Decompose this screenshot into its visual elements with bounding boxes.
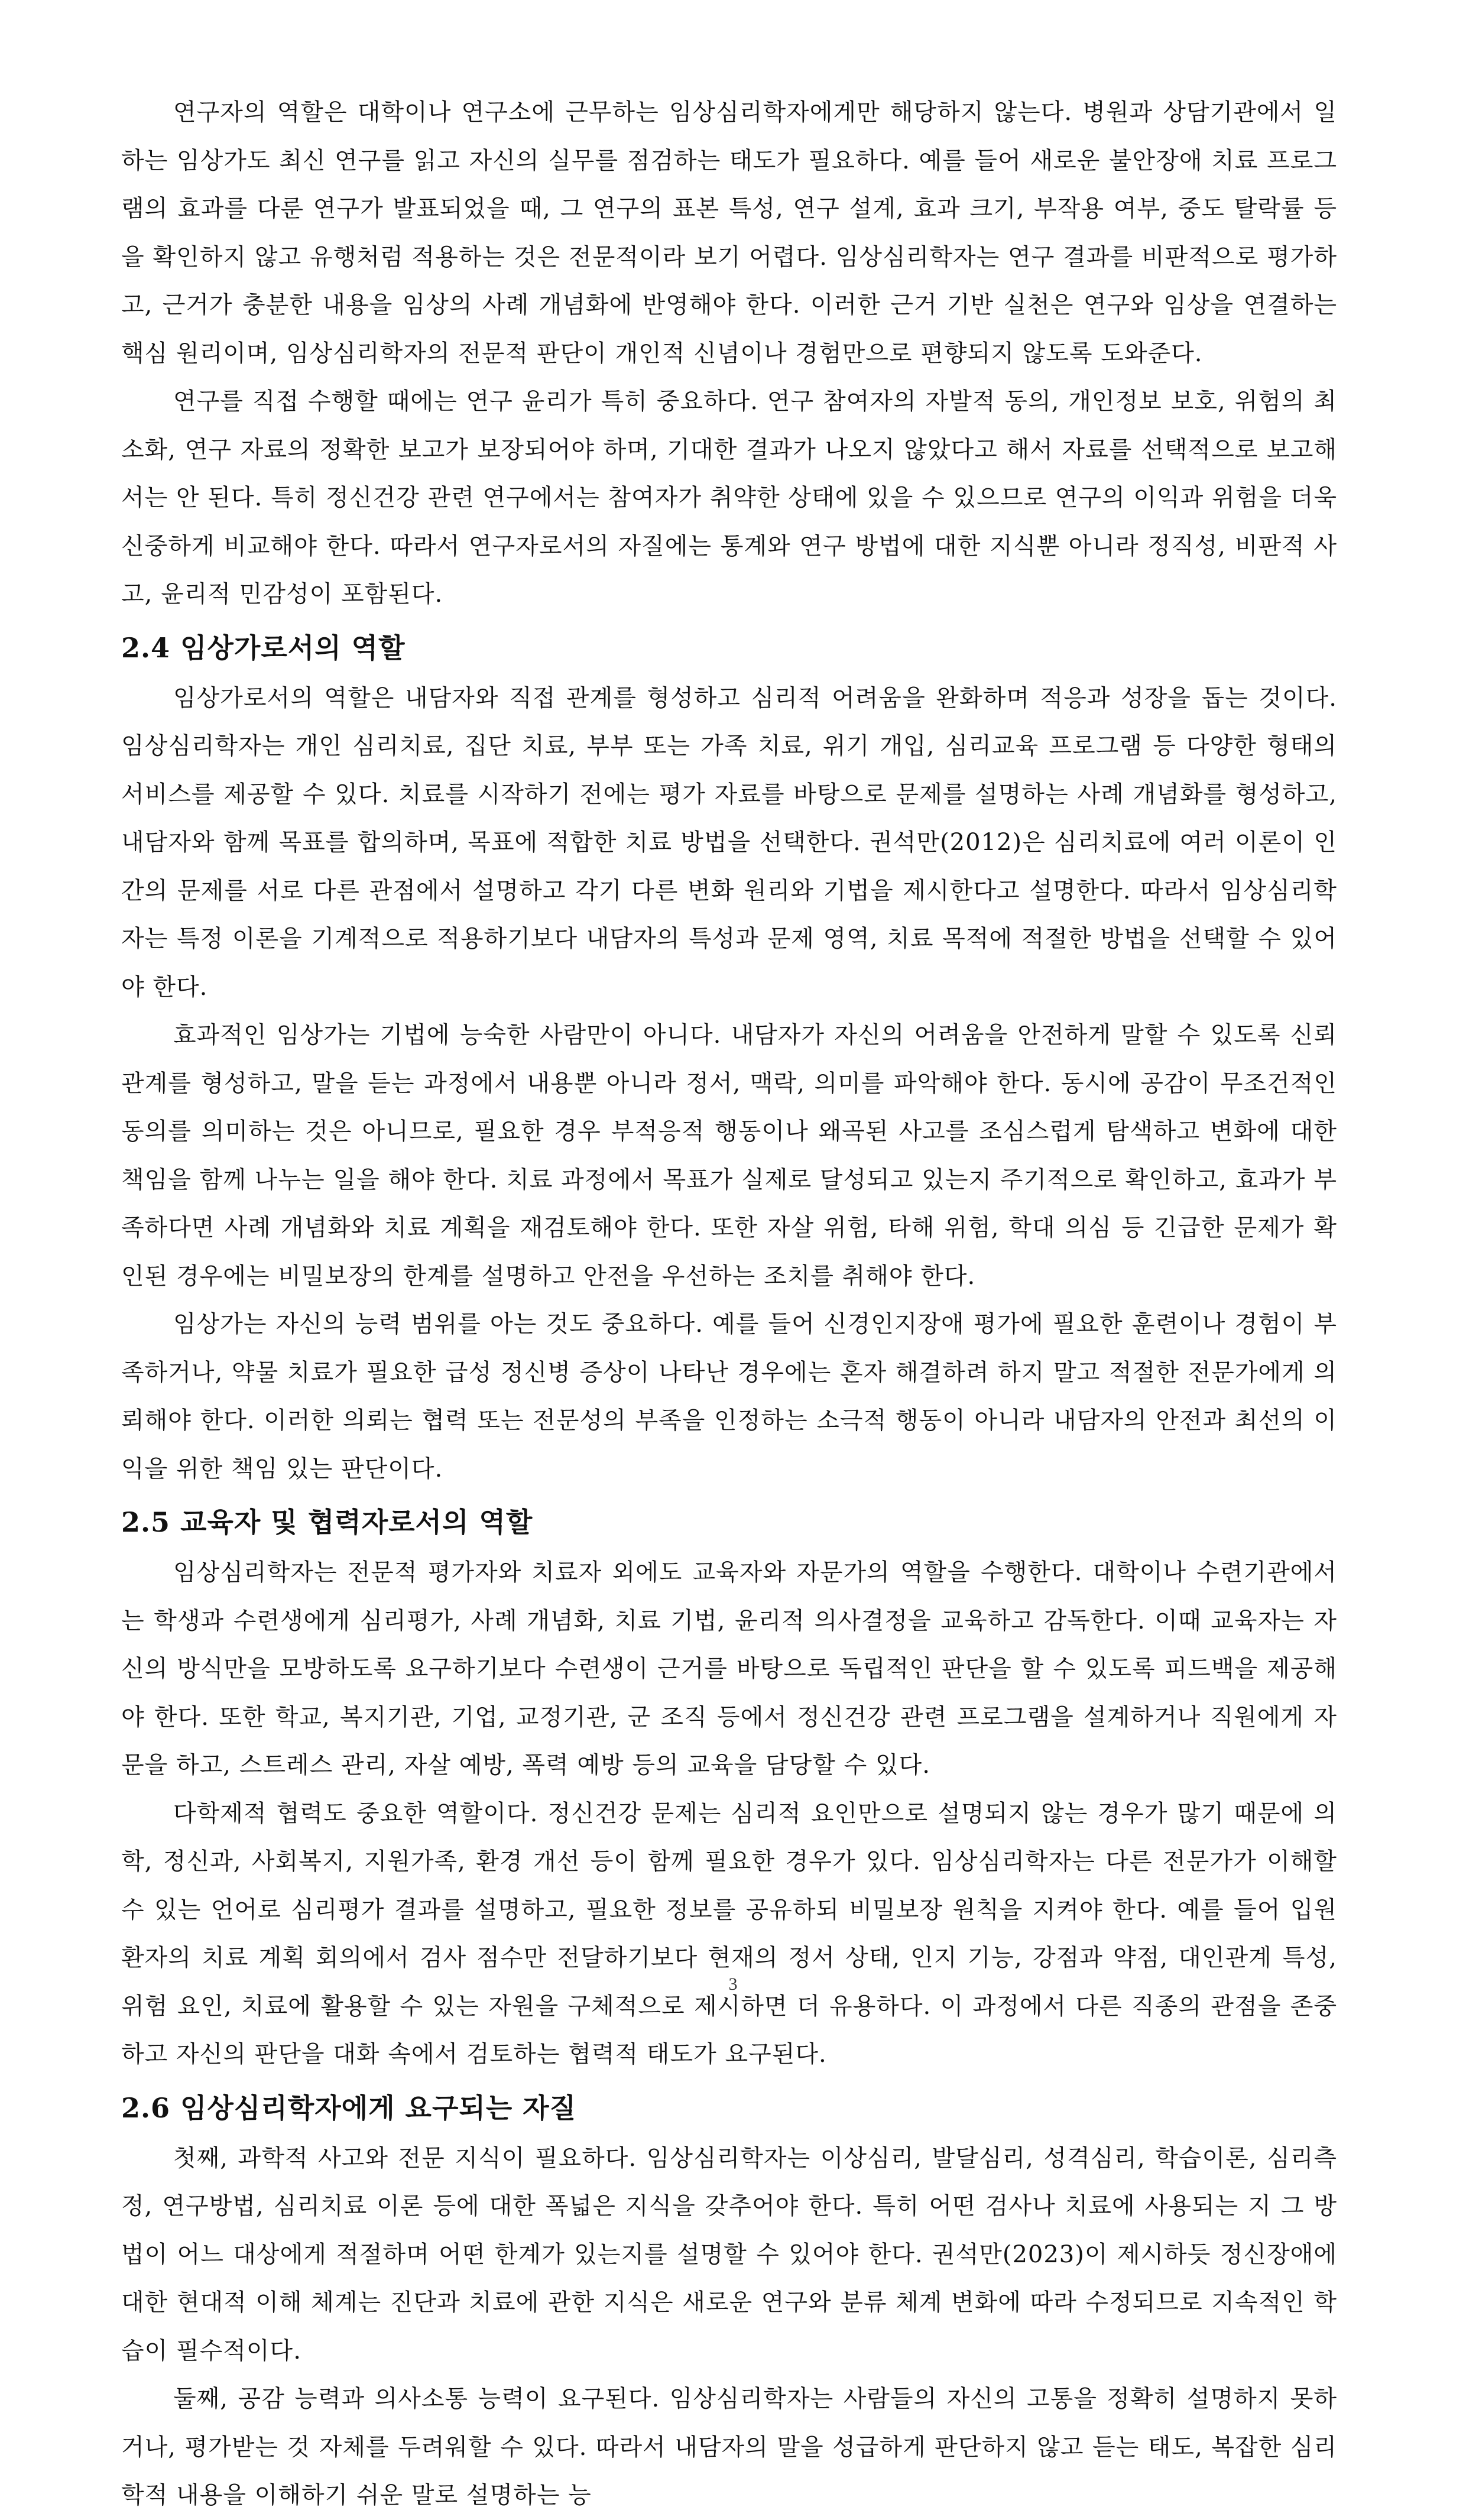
body-paragraph: 효과적인 임상가는 기법에 능숙한 사람만이 아니다. 내담자가 자신의 어려움을 안전하게 말할 수 있도록 신뢰 관계를 형성하고, 말을 듣는 과정에서 내용뿐 아니라 정서, 맥락, 의미를 파악해야 한다. 동시에 공감이 무조건적인 동의를 의미하는 것은 아니므로, 필요한 경우 부적응적 행동이나 왜곡된 사고를 조심스럽게 탐색하고 변화에 대한 책임을 함께 나누는 일을 해야 한다. 치료 과정에서 목표가 실제로 달성되고 있는지 주기적으로 확인하고, 효과가 부족하다면 사례 개념화와 치료 계획을 재검토해야 한다. 또한 자살 위험, 타해 위험, 학대 의심 등 긴급한 문제가 확인된 경우에는 비밀보장의 한계를 설명하고 안전을 우선하는 조치를 취해야 한다. [121, 1021, 1337, 1290]
section-heading: 2.5 교육자 및 협력자로서의 역할 [121, 1506, 533, 1538]
page-number: 3 [728, 1974, 738, 1994]
body-paragraph: 연구자의 역할은 대학이나 연구소에 근무하는 임상심리학자에게만 해당하지 않는다. 병원과 상담기관에서 일하는 임상가도 최신 연구를 읽고 자신의 실무를 점검하는 태도가 필요하다. 예를 들어 새로운 불안장애 치료 프로그램의 효과를 다룬 연구가 발표되었을 때, 그 연구의 표본 특성, 연구 설계, 효과 크기, 부작용 여부, 중도 탈락률 등을 확인하지 않고 유행처럼 적용하는 것은 전문적이라 보기 어렵다. 임상심리학자는 연구 결과를 비판적으로 평가하고, 근거가 충분한 내용을 임상의 사례 개념화에 반영해야 한다. 이러한 근거 기반 실천은 연구와 임상을 연결하는 핵심 원리이며, 임상심리학자의 전문적 판단이 개인적 신념이나 경험만으로 편향되지 않도록 도와준다. [121, 99, 1337, 367]
body-paragraph: 임상가는 자신의 능력 범위를 아는 것도 중요하다. 예를 들어 신경인지장애 평가에 필요한 훈련이나 경험이 부족하거나, 약물 치료가 필요한 급성 정신병 증상이 나타난 경우에는 혼자 해결하려 하지 말고 적절한 전문가에게 의뢰해야 한다. 이러한 의뢰는 협력 또는 전문성의 부족을 인정하는 소극적 행동이 아니라 내담자의 안전과 최선의 이익을 위한 책임 있는 판단이다. [121, 1311, 1337, 1483]
section-heading: 2.6 임상심리학자에게 요구되는 자질 [121, 2091, 577, 2124]
section-2-4 [121, 624, 1337, 1494]
body-paragraph: 연구를 직접 수행할 때에는 연구 윤리가 특히 중요하다. 연구 참여자의 자발적 동의, 개인정보 보호, 위험의 최소화, 연구 자료의 정확한 보고가 보장되어야 하며, 기대한 결과가 나오지 않았다고 해서 자료를 선택적으로 보고해서는 안 된다. 특히 정신건강 관련 연구에서는 참여자가 취약한 상태에 있을 수 있으므로 연구의 이익과 위험을 더욱 신중하게 비교해야 한다. 따라서 연구자로서의 자질에는 통계와 연구 방법에 대한 지식뿐 아니라 정직성, 비판적 사고, 윤리적 민감성이 포함된다. [121, 388, 1337, 608]
body-paragraph: 임상가로서의 역할은 내담자와 직접 관계를 형성하고 심리적 어려움을 완화하며 적응과 성장을 돕는 것이다. 임상심리학자는 개인 심리치료, 집단 치료, 부부 또는 가족 치료, 위기 개입, 심리교육 프로그램 등 다양한 형태의 서비스를 제공할 수 있다. 치료를 시작하기 전에는 평가 자료를 바탕으로 문제를 설명하는 사례 개념화를 형성하고, 내담자와 함께 목표를 합의하며, 목표에 적합한 치료 방법을 선택한다. 권석만(2012)은 심리치료에 여러 이론이 인간의 문제를 서로 다른 관점에서 설명하고 각기 다른 변화 원리와 기법을 제시한다고 설명한다. 따라서 임상심리학자는 특정 이론을 기계적으로 적용하기보다 내담자의 특성과 문제 영역, 치료 목적에 적절한 방법을 선택할 수 있어야 한다. [121, 684, 1337, 1001]
body-paragraph: 임상심리학자는 전문적 평가자와 치료자 외에도 교육자와 자문가의 역할을 수행한다. 대학이나 수련기관에서는 학생과 수련생에게 심리평가, 사례 개념화, 치료 기법, 윤리적 의사결정을 교육하고 감독한다. 이때 교육자는 자신의 방식만을 모방하도록 요구하기보다 수련생이 근거를 바탕으로 독립적인 판단을 할 수 있도록 피드백을 제공해야 한다. 또한 학교, 복지기관, 기업, 교정기관, 군 조직 등에서 정신건강 관련 프로그램을 설계하거나 직원에게 자문을 하고, 스트레스 관리, 자살 예방, 폭력 예방 등의 교육을 담당할 수 있다. [121, 1559, 1337, 1779]
section-heading: 2.4 임상가로서의 역할 [121, 631, 406, 664]
section-2-6 [121, 2084, 1337, 2520]
section-2-3-continuation [121, 89, 1337, 619]
body-paragraph: 둘째, 공감 능력과 의사소통 능력이 요구된다. 임상심리학자는 사람들의 자신의 고통을 정확히 설명하지 못하거나, 평가받는 것 자체를 두려워할 수 있다. 따라서 내담자의 말을 성급하게 판단하지 않고 듣는 태도, 복잡한 심리학적 내용을 이해하기 쉬운 말로 설명하는 능 [121, 2385, 1337, 2509]
body-paragraph: 첫째, 과학적 사고와 전문 지식이 필요하다. 임상심리학자는 이상심리, 발달심리, 성격심리, 학습이론, 심리측정, 연구방법, 심리치료 이론 등에 대한 폭넓은 지식을 갖추어야 한다. 특히 어떤 검사나 치료에 사용되는 지 그 방법이 어느 대상에게 적절하며 어떤 한계가 있는지를 설명할 수 있어야 한다. 권석만(2023)이 제시하듯 정신장애에 대한 현대적 이해 체계는 진단과 치료에 관한 지식은 새로운 연구와 분류 체계 변화에 따라 수정되므로 지속적인 학습이 필수적이다. [121, 2144, 1337, 2365]
body-paragraph: 다학제적 협력도 중요한 역할이다. 정신건강 문제는 심리적 요인만으로 설명되지 않는 경우가 많기 때문에 의학, 정신과, 사회복지, 지원가족, 환경 개선 등이 함께 필요한 경우가 있다. 임상심리학자는 다른 전문가가 이해할 수 있는 언어로 심리평가 결과를 설명하고, 필요한 정보를 공유하되 비밀보장 원칙을 지켜야 한다. 예를 들어 입원 환자의 치료 계획 회의에서 검사 점수만 전달하기보다 현재의 정서 상태, 인지 기능, 강점과 약점, 대인관계 특성, 위험 요인, 치료에 활용할 수 있는 자원을 구체적으로 제시하면 더 유용하다. 이 과정에서 다른 직종의 관점을 존중하고 자신의 판단을 대화 속에서 검토하는 협력적 태도가 요구된다. [121, 1799, 1337, 2068]
